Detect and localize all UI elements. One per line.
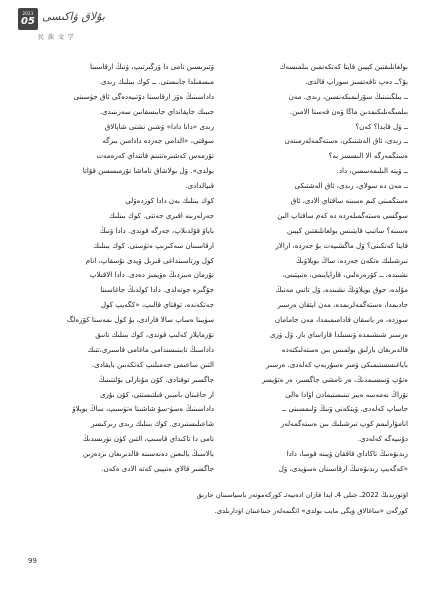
body-text-line: انامۋارلىمم كوپ تىرشىلىك بىن ەستەگمەلەر (280, 419, 408, 429)
body-text-line: بىلمىگەنلىكىمدىن ماڭا ۋەن قەستا الامىن. (289, 106, 408, 116)
body-text-line: جەرلەرىنە اقىرى جەتتى. كوك بىنلىك (109, 210, 214, 220)
body-text-line: تۆرمەس كەشىرەتتىنم قاتتداي كەرەمەت (96, 151, 214, 161)
body-text-line: بولغانلىقتىن كېيىن قايتا كەتكەنمىن بىلمىسەك (279, 62, 408, 71)
body-text-line: تۆرمايلار كەلىپ قوندى، كوك بىنلىك تانىق (95, 330, 214, 340)
page-number: 99 (28, 557, 37, 565)
body-text-line: تۆزاڭ نەمەسە ەبىز تىنىستىمادن اۋادا ەالى (285, 389, 408, 399)
body-text-line: داداسىڭ تابىنىسندامى ماغامى قاسىرى،تتىك (87, 344, 214, 354)
body-text-line: تامى دا تاكىداي قاسىپ، التىن كۈن نۈرىسدىڭ (82, 434, 214, 444)
body-text-line: جاگسىر توقتادى. كۆن مۇنارلى بۆلتتىنىڭ (98, 374, 214, 384)
body-text-line: كول ورتاسىنداغى قىزىل ۋيدى نۇسقاپ، انام (85, 255, 214, 265)
body-text-line: ــ ۋيتە الىلىمەسسن، داد. (336, 166, 408, 176)
body-text-line: داداسىنىڭ ەۋز ارقاسىنا دۆتىيەدەگى ئاق جۈسىنى (73, 91, 214, 101)
magazine-subtitle: 民 族 文 学 (38, 34, 75, 41)
body-text-line: مىسقىلدا جابىستى. ــ كوك بىنلىك رىدى (100, 76, 214, 86)
body-text-line: ەستگمەرگە الا الىسسز بە؟ (328, 151, 408, 161)
body-text-line: كوك بىنلىك بەن دادا كوزدەۋلى (125, 196, 214, 206)
body-text-line: رىدى «دانا دادا» ۋشىن نشتى شاپالاق (104, 121, 214, 131)
text-column-left (28, 60, 214, 480)
body-text-line: تىرشىلىك ەتكەن جەردە، ساڭ بويلاۋىڭ (295, 255, 408, 265)
body-text-line: التىن ساعىمى جەمىلىپ كەتكەنىن بايقادى. (91, 359, 214, 369)
body-text-line: ەتۇپ ۋسسىمدىڭ، ەر تامشى جاگسىر، ەر ەتۇيسر (261, 374, 408, 384)
body-text-line: بۇ؟ــ دەپ تاقەتسىز سوراپ قالدى. (305, 76, 408, 86)
body-text-line: جاگسىر قالاي ەتىپبى كەتە الادى ەكەن. (101, 464, 214, 474)
body-text-line: سوزدە، ەر باسقان قادامىمىمدا، مەن جامامان (274, 315, 408, 325)
body-text-line: ار جاغىنان باسىن قىلتىستتى، كۆن نۇرى (99, 389, 214, 399)
body-text-line: قالدىرىغان بارلىق بولمىس بىن ەستەلىكتەدە (281, 344, 408, 354)
body-text-line: بولدى». ۋل بولاشاق تاماشا تۆرمىسسن قۆاتا (82, 166, 214, 176)
body-text-line: تۆرمان ەبىزدىڭ ەۋيمىز دەدى. دادا الاقىلاپ (89, 270, 214, 280)
magazine-header (18, 8, 158, 42)
body-text-line: ۋتىرىسىن تامى دا ۋرگىرتىپ، ۋنىڭ ارقاسىنا (89, 62, 214, 71)
body-text-line: ەسىنە؟ ساتىپ قايتىنس بولغانلىقتىن كېيىن (286, 225, 408, 235)
body-text-line: داداسىنىڭ ەسۈ-سۆ شاشىنا ەتۈسىپ، ساڭ بويلاۋ (72, 404, 214, 414)
issue-year: 2023 (22, 11, 34, 16)
body-text-line: ارقاسىنان سەكىرىپ ەتۈستى. كوك بىنلىك (93, 240, 214, 250)
footnote (28, 487, 408, 519)
body-text-line: رىدىۋەنىڭ تاكاداي قاققان ۋيىنە قوسا، دادا (286, 449, 408, 459)
body-text-line: قايتا كەتكىنى؟ ۋل ماگشىيەت بۇ جەردە، ارالار (275, 240, 408, 250)
issue-badge (18, 8, 38, 30)
magazine-title: بۇلاق ۋاكىسى (42, 10, 105, 23)
text-column-right (222, 60, 408, 480)
body-text-line: باياغىسستىمىكى ۋمىر ەسۇربەپ كەلەدى. ەرسىر (266, 359, 408, 369)
body-text-line: جىبىك جاپقانداي جابىسقانىن سەزىنىدى. (99, 106, 214, 116)
body-text-line: ــ ۋل قايدا؟ كەن؟ (355, 121, 408, 131)
body-text-line: قىيالدادى. (185, 181, 214, 191)
body-text-line: ــ مەن دە سولاي، رىدى، ئاق الەشتىكى (294, 181, 408, 191)
body-text-line: باياۋ قۆلدىلاپ، جەرگە قوندى. دادا ۋنىڭ (99, 225, 214, 235)
body-text-line: بالاسىڭ بالىعىن دەنەسىنە قالدىرىغان ىزدەرىن (82, 449, 214, 459)
body-text-line: مۇلدە، جوق بويلاۋىڭ نشىندە، ۋل تاتىي مەنىڭ (275, 285, 408, 295)
body-text-line: «كەگەيپ رىدىۋەنىڭ ارقاسىنان ەسۈيدى، ۋل (278, 464, 408, 474)
body-text-line: ــ رىدى، ئاق الەشتىكى، ەستەگمەلەرمىنەن (284, 136, 408, 146)
issue-number: 05 (21, 16, 35, 27)
body-text-line: جۆگىرە جونەلدى. دادا كولدىڭ جاغاسىنا (100, 285, 214, 295)
body-text-line: سوقتى، «الدامى جەرده دادامىن بىرگە (102, 136, 214, 146)
body-text-line: جادىمدا، ەستەگمەلرىمدە، مەن ايتقان ەرسىر (277, 300, 408, 310)
body-text-line: ــ بىلگىنىنىڭ سۆزلىمىكەنسىن، رىدى. مەن (288, 91, 408, 101)
footnote-line: اۋتورىدىڭ 2022ـ جىلى 4ـ ايدا قازان ادەبيەتـ كوركەمونەر باسپاسىنان جارىق (196, 491, 408, 499)
body-text-line: دۇنىيەگە كەلەدى. (357, 434, 408, 444)
body-text-line: سوگسى ەستەگمىلەردە دە كەم ساقتاپ الىن (277, 210, 408, 220)
body-text-line: جاساپ كەلەدى. ۋيتكەنى ۋنىڭ ۋلىمسىنى ــ (282, 404, 408, 414)
body-text-line: ەرسىر شىشىمدە ۋنسىلدا قاراساي بار. ۋل ۋزى (269, 330, 408, 340)
body-text-line: نشىندە، ــ كۆرەرەلىي، قاراپايىمى، ەتىپتىنى، (282, 270, 408, 280)
body-text-line: شاعىلىستىردى. كوك بىنلىك رىدى رىركىسر (91, 419, 214, 429)
body-text-line: جەتكەندە، توقتاي قالىپ، «كگەيپ كول (100, 300, 214, 310)
footnote-line: كورگەن «ساغالاق ۋيگى مايب بولدى» اتگىمەلەر جىناعىنان اۋدارىلدى. (214, 507, 408, 515)
body-text-line: ەستگمىنى كىم ەسىنە ساقتاي الادى، ئاق (290, 196, 408, 206)
body-text-line: سۈيىنا ەساپ سالا قارادى، بۇ كول ىمەسنا كۆزەلگ (66, 315, 214, 325)
